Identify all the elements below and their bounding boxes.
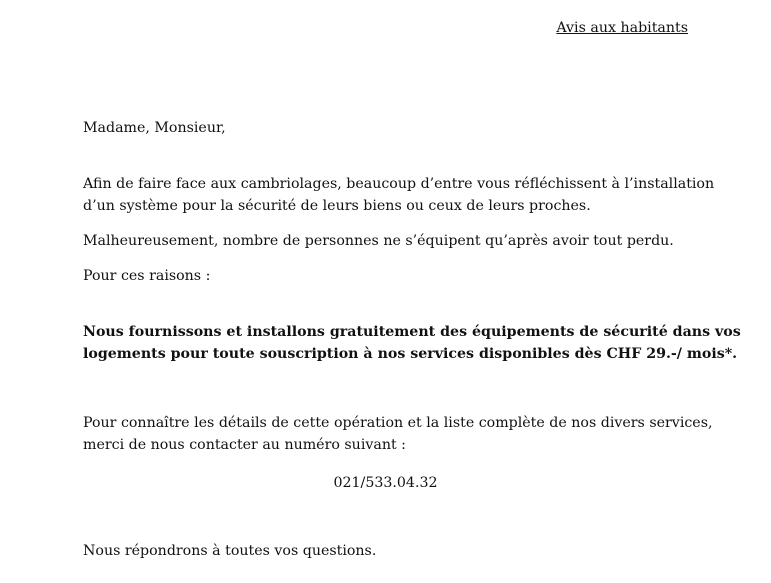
offer-line2: logements pour toute souscription à nos services disponibles dès CHF 29.-/ mois*. — [83, 346, 738, 362]
salutation: Madame, Monsieur, — [83, 120, 226, 136]
contact-line1: Pour connaître les détails de cette opération et la liste complète de nos divers services, — [83, 415, 713, 431]
paragraph3: Pour ces raisons : — [83, 268, 211, 284]
paragraph1-line1: Afin de faire face aux cambriolages, beaucoup d’entre vous réfléchissent à l’installation — [83, 176, 715, 192]
offer-line1: Nous fournissons et installons gratuitement des équipements de sécurité dans vos — [83, 324, 741, 340]
paragraph2: Malheureusement, nombre de personnes ne s’équipent qu’après avoir tout perdu. — [83, 233, 674, 249]
notice-title: Avis aux habitants — [556, 20, 688, 36]
contact-line2: merci de nous contacter au numéro suivant : — [83, 437, 406, 453]
paragraph1-line2: d’un système pour la sécurité de leurs biens ou ceux de leurs proches. — [83, 198, 591, 214]
phone-number: 021/533.04.32 — [333, 475, 438, 491]
closing: Nous répondrons à toutes vos questions. — [83, 543, 377, 559]
